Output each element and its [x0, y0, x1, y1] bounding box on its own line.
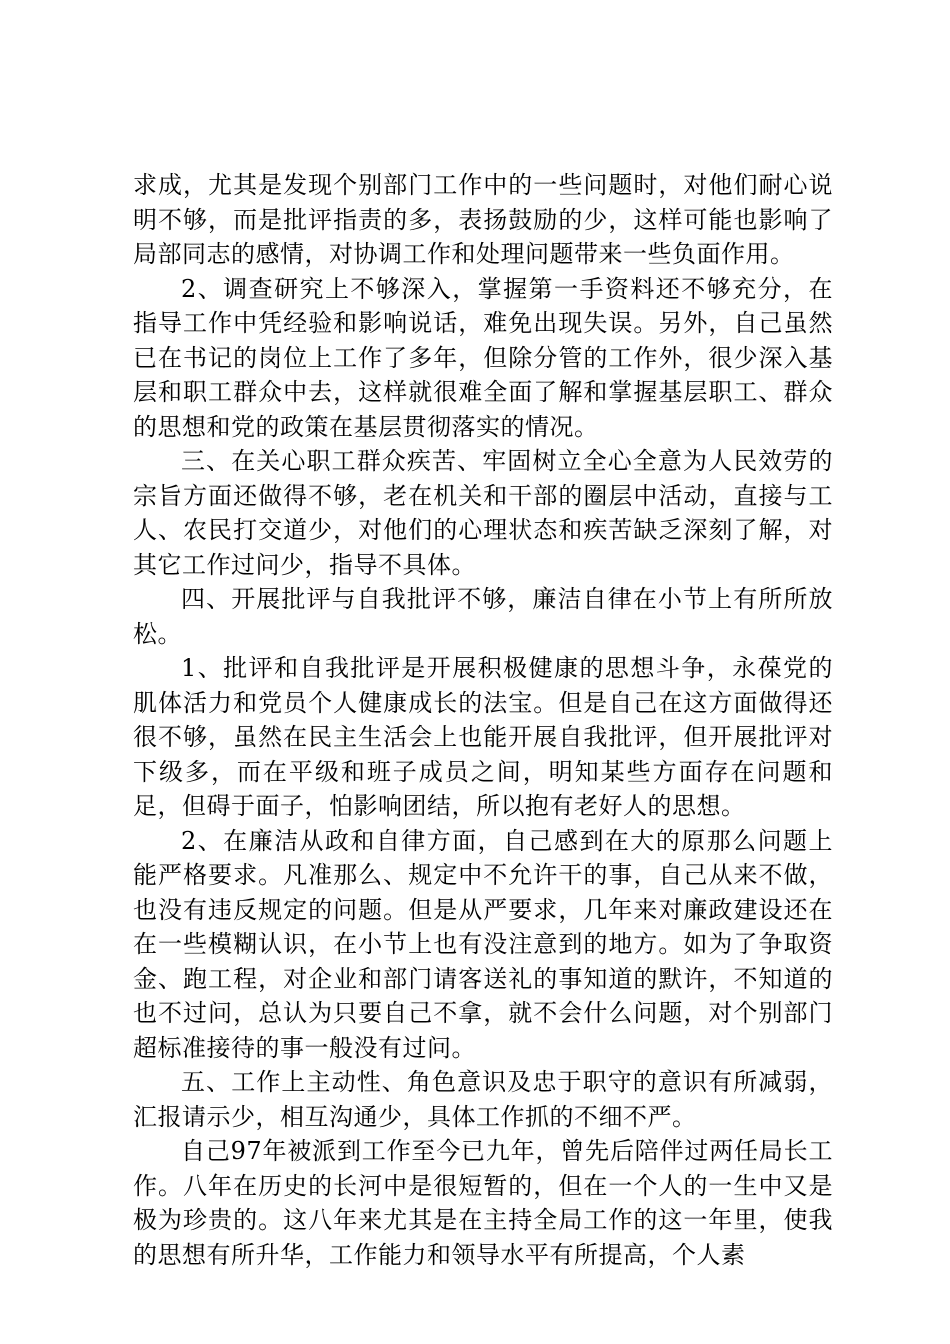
document-body	[133, 168, 833, 1272]
paragraph-7: 五、工作上主动性、角色意识及忠于职守的意识有所减弱，汇报请示少，相互沟通少，具体工作抓的不细不严。	[133, 1068, 833, 1131]
paragraph-5: 1、批评和自我批评是开展积极健康的思想斗争，永葆党的肌体活力和党员个人健康成长的法宝。但是自己在这方面做得还很不够，虽然在民主生活会上也能开展自我批评，但开展批评对下级多，而在平级和班子成员之间，明知某些方面存在问题和足，但碍于面子，怕影响团结，所以抱有老好人的思想。	[133, 654, 833, 820]
paragraph-4: 四、开展批评与自我批评不够，廉洁自律在小节上有所所放松。	[133, 585, 833, 648]
paragraph-8: 自己97年被派到工作至今已九年，曾先后陪伴过两任局长工作。八年在历史的长河中是很短暂的，但在一个人的一生中又是极为珍贵的。这八年来尤其是在主持全局工作的这一年里，使我的思想有所升华，工作能力和领导水平有所提高，个人素	[133, 1137, 833, 1269]
paragraph-1: 求成，尤其是发现个别部门工作中的一些问题时，对他们耐心说明不够，而是批评指责的多，表扬鼓励的少，这样可能也影响了局部同志的感情，对协调工作和处理问题带来一些负面作用。	[133, 171, 833, 268]
paragraph-2: 2、调查研究上不够深入，掌握第一手资料还不够充分，在指导工作中凭经验和影响说话，难免出现失误。另外，自己虽然已在书记的岗位上工作了多年，但除分管的工作外，很少深入基层和职工群众中去，这样就很难全面了解和掌握基层职工、群众的思想和党的政策在基层贯彻落实的情况。	[133, 274, 833, 441]
paragraph-3: 三、在关心职工群众疾苦、牢固树立全心全意为人民效劳的宗旨方面还做得不够，老在机关和干部的圈层中活动，直接与工人、农民打交道少，对他们的心理状态和疾苦缺乏深刻了解，对其它工作过问少，指导不具体。	[133, 447, 833, 579]
paragraph-6: 2、在廉洁从政和自律方面，自己感到在大的原那么问题上能严格要求。凡准那么、规定中不允许干的事，自己从来不做，也没有违反规定的问题。但是从严要求，几年来对廉政建设还在在一些模糊认识，在小节上也有没注意到的地方。如为了争取资金、跑工程，对企业和部门请客送礼的事知道的默许，不知道的也不过问，总认为只要自己不拿，就不会什么问题，对个别部门超标准接待的事一般没有过问。	[133, 826, 833, 1062]
